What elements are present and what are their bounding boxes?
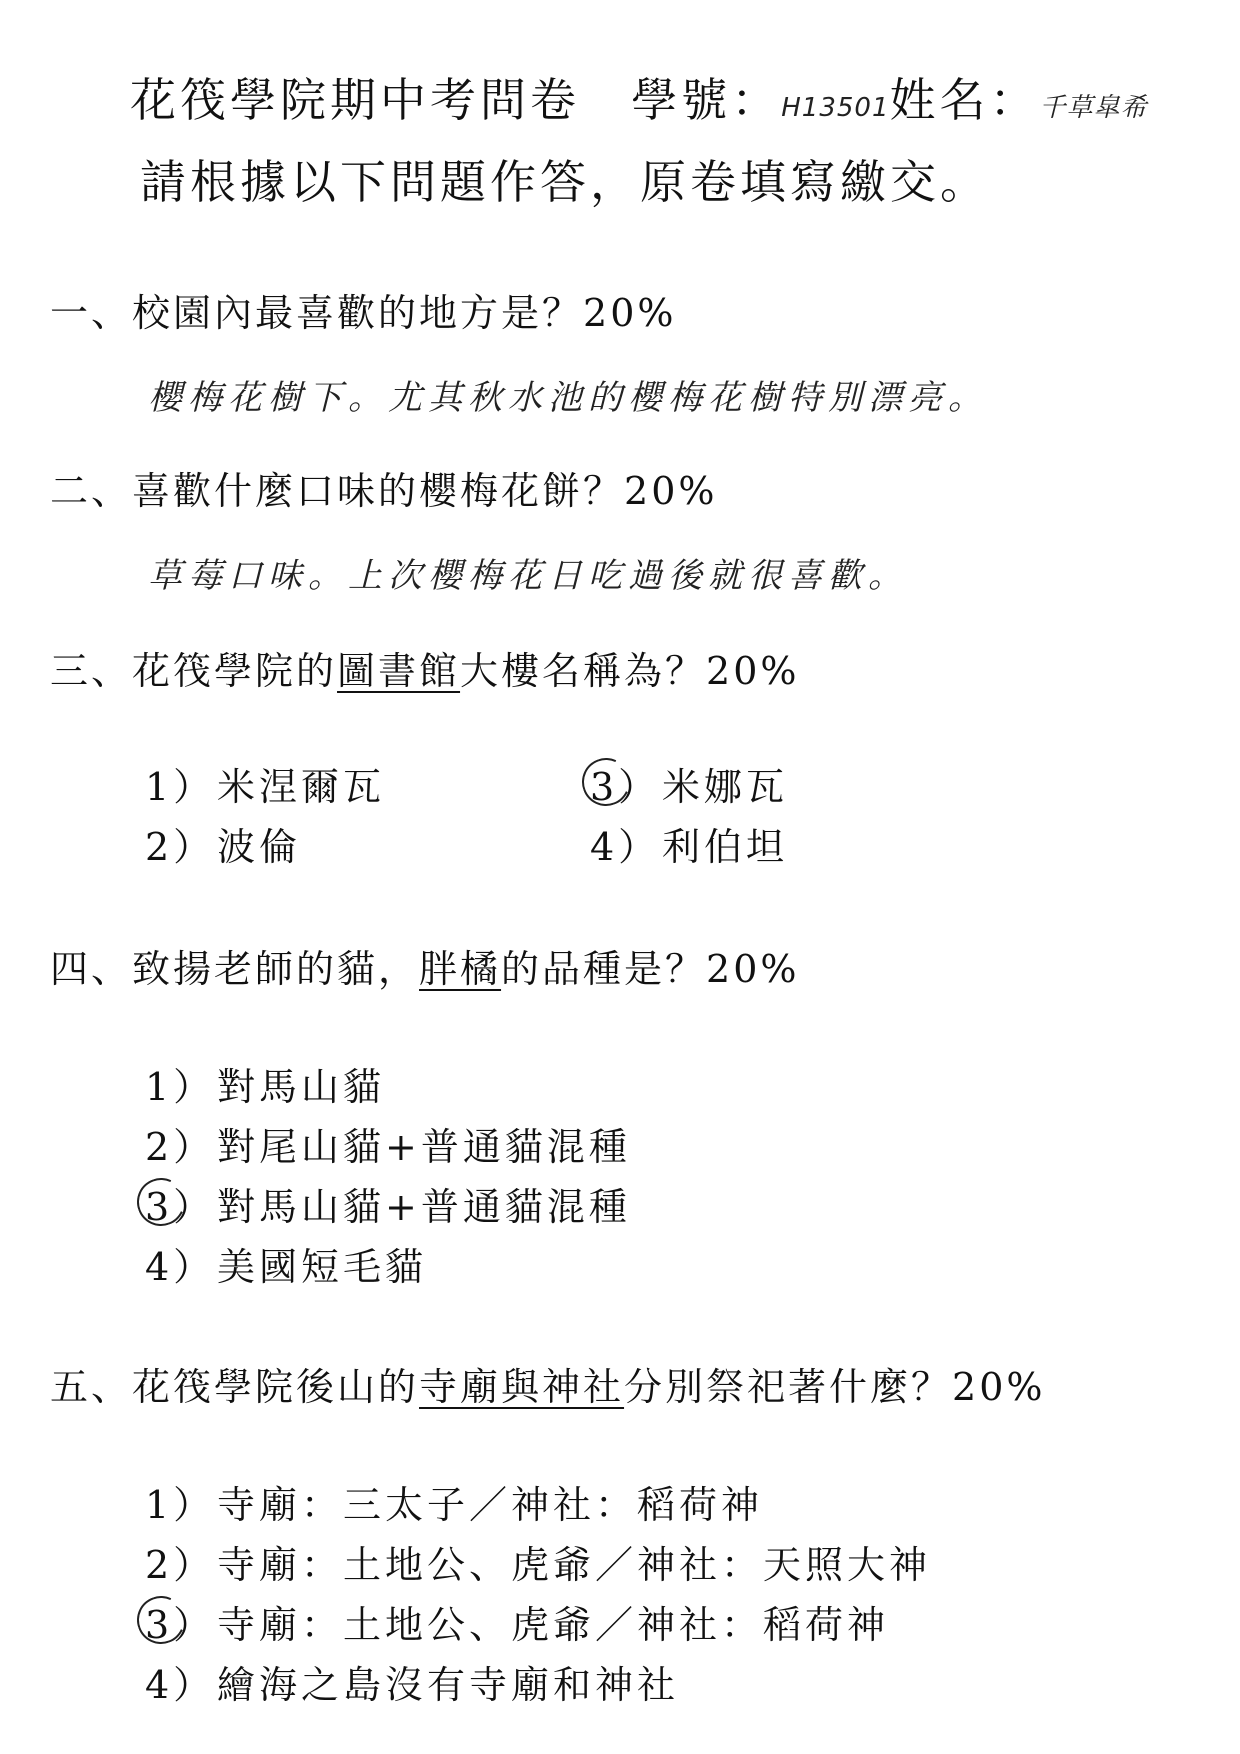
question-text-after: 分別祭祀著什麼？20% [624,1365,1046,1409]
exam-header [130,64,1148,130]
q4-option-4 [145,1236,427,1291]
answer-1-handwritten: 櫻梅花樹下。尤其秋水池的櫻梅花樹特別漂亮。 [148,378,988,418]
option-number: 4） [590,825,661,869]
option-number: 2） [145,1125,216,1169]
q5-option-1 [145,1474,763,1529]
q4-option-3 [145,1176,631,1231]
question-text-underlined: 胖橘 [419,947,502,991]
question-text-after: 大樓名稱為？20% [460,649,800,693]
student-id-label: 學號： [631,73,782,127]
question-number: 三、 [50,649,133,693]
question-text: 校園內最喜歡的地方是？20% [132,291,677,335]
q5-option-4 [145,1654,679,1709]
question-text-underlined: 圖書館 [337,649,461,693]
question-1 [50,282,676,337]
exam-title: 花筏學院期中考問卷 [130,73,580,127]
option-label: 繪海之島沒有寺廟和神社 [217,1663,680,1707]
exam-instruction: 請根據以下問題作答，原卷填寫繳交。 [140,155,990,209]
q4-option-2 [145,1116,631,1171]
answer-2-handwritten: 草莓口味。上次櫻梅花日吃過後就很喜歡。 [148,556,908,596]
question-text-before: 花筏學院後山的 [132,1365,420,1409]
option-label: 寺廟：土地公、虎爺／神社：天照大神 [217,1543,932,1587]
name-label: 姓名： [889,73,1040,127]
option-label: 美國短毛貓 [217,1245,428,1289]
option-label: 米娜瓦 [662,765,789,809]
question-text-before: 致揚老師的貓， [132,947,420,991]
option-number: 1） [145,765,216,809]
question-3 [50,640,800,695]
q4-option-1 [145,1056,385,1111]
question-number: 一、 [50,291,133,335]
option-number: 1） [145,1065,216,1109]
option-label: 利伯坦 [662,825,789,869]
q3-option-4 [590,816,788,871]
option-label: 對馬山貓+普通貓混種 [217,1185,631,1229]
option-number: 2） [145,825,216,869]
option-number: 3） [145,1176,217,1231]
option-number: 4） [145,1663,216,1707]
option-number: 3） [590,756,662,811]
question-number: 五、 [50,1365,133,1409]
q3-option-1 [145,756,385,811]
question-5 [50,1356,1046,1411]
question-2 [50,460,717,515]
question-text-before: 花筏學院的 [132,649,338,693]
q3-option-2 [145,816,301,871]
name-value: 千草皐希 [1039,93,1148,123]
option-label: 對馬山貓 [217,1065,386,1109]
student-id-value: H13501 [781,93,890,123]
option-number: 2） [145,1543,216,1587]
option-label: 寺廟：土地公、虎爺／神社：稻荷神 [217,1603,890,1647]
option-number: 3） [145,1594,217,1649]
option-label: 米涅爾瓦 [217,765,386,809]
option-label: 波倫 [217,825,302,869]
q3-option-3 [590,756,788,811]
question-text: 喜歡什麼口味的櫻梅花餅？20% [132,469,718,513]
option-label: 對尾山貓+普通貓混種 [217,1125,631,1169]
question-4 [50,938,800,993]
q5-option-2 [145,1534,931,1589]
question-text-underlined: 寺廟與神社 [419,1365,625,1409]
question-number: 四、 [50,947,133,991]
question-number: 二、 [50,469,133,513]
option-label: 寺廟：三太子／神社：稻荷神 [217,1483,764,1527]
option-number: 4） [145,1245,216,1289]
question-text-after: 的品種是？20% [501,947,800,991]
option-number: 1） [145,1483,216,1527]
q5-option-3 [145,1594,889,1649]
